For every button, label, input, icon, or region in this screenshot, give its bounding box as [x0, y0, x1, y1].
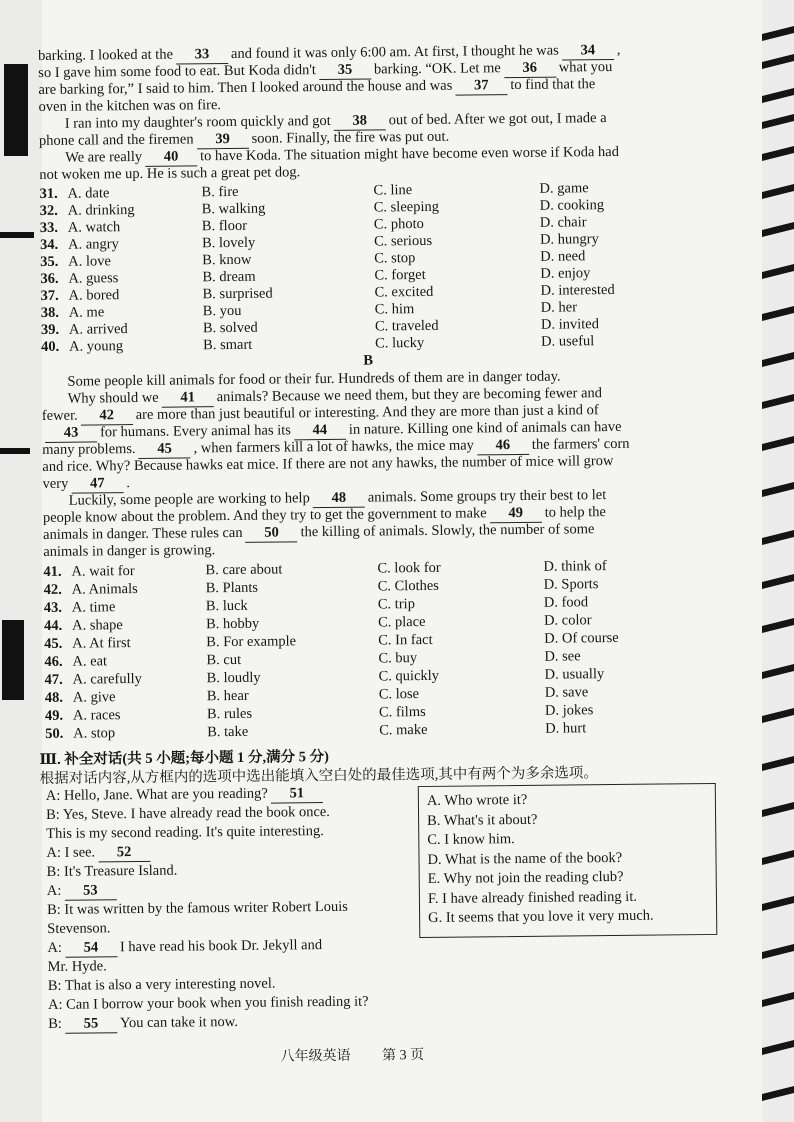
answer-option: B. hear — [206, 687, 249, 705]
answer-option: B. you — [202, 302, 242, 320]
line-text: for humans. Every animal has its — [99, 422, 291, 441]
line-text: and rice. Why? Because hawks eat mice. If there are not any hawks, the number of mice will grow — [42, 452, 614, 475]
line-text: fewer. — [41, 407, 78, 424]
box-option: A. Who wrote it? — [426, 791, 528, 809]
answer-option: B. rules — [206, 705, 253, 723]
passage-a — [38, 40, 764, 183]
answer-option: B. surprised — [202, 285, 273, 303]
answer-option: B. care about — [205, 561, 283, 579]
footer-grade: 八年级英语 — [280, 1048, 351, 1065]
dialogue-line — [46, 823, 324, 843]
answer-option: C. lucky — [375, 334, 425, 352]
line-text: so I gave him some food to eat. But Koda didn't — [38, 62, 317, 81]
answer-option: A. arrived — [68, 321, 128, 338]
line-text: very — [42, 475, 69, 492]
line-text: B: — [48, 1015, 63, 1032]
line-text: oven in the kitchen was on fire. — [38, 97, 222, 115]
question-number: 32. — [39, 202, 58, 219]
box-option: D. What is the name of the book? — [427, 849, 623, 868]
line-text: and found it was only 6:00 am. At first, I thought he was — [230, 42, 559, 62]
answer-option: D. invited — [540, 316, 600, 333]
answer-blank: 34 — [562, 42, 614, 61]
question-number: 46. — [44, 653, 63, 670]
passage-line — [39, 97, 222, 116]
answer-option: B. take — [207, 723, 249, 741]
options-box — [418, 783, 718, 938]
answer-option: D. interested — [540, 281, 615, 299]
dialogue-line — [47, 863, 178, 881]
box-option: F. I have already finished reading it. — [427, 888, 638, 907]
answer-option: C. forget — [374, 266, 426, 284]
section-b-label: B — [363, 352, 374, 369]
line-text: animals in danger is growing. — [43, 542, 216, 560]
question-number: 42. — [43, 581, 62, 598]
line-text: barking. I looked at the — [38, 46, 174, 64]
dialogue-line — [48, 976, 276, 995]
answer-option: A. date — [67, 185, 110, 202]
line-text: B: It was written by the famous writer Robert Louis — [46, 898, 348, 918]
answer-blank: 50 — [245, 524, 297, 543]
answer-option: C. films — [378, 703, 426, 721]
question-number: 47. — [44, 671, 63, 688]
line-text: B: That is also a very interesting novel. — [47, 975, 276, 994]
question-number: 48. — [44, 689, 64, 706]
question-number: 40. — [41, 338, 60, 355]
answer-blank: 46 — [477, 437, 529, 456]
dialogue-line — [47, 937, 322, 958]
question-number: 49. — [44, 707, 64, 724]
line-text: Mr. Hyde. — [47, 958, 107, 975]
answer-option: B. solved — [202, 319, 258, 337]
question-number: 50. — [45, 725, 64, 742]
answer-option: C. excited — [374, 283, 434, 301]
dialogue-line — [46, 804, 330, 824]
answer-option: A. guess — [68, 270, 119, 287]
answer-option: D. Sports — [543, 576, 599, 593]
dialogue-line — [47, 920, 110, 938]
answer-option: C. traveled — [374, 317, 439, 335]
answer-blank: 51 — [271, 785, 323, 804]
line-text: many problems. — [42, 440, 136, 458]
answer-option: C. photo — [373, 215, 424, 233]
line-text: B: It's Treasure Island. — [46, 862, 178, 880]
line-text: Luckily, some people are working to help — [68, 490, 310, 509]
line-text: , — [616, 41, 621, 58]
answer-option: A. Animals — [71, 580, 138, 598]
answer-option: B. Plants — [205, 579, 259, 597]
answer-option: B. cut — [206, 651, 242, 669]
answer-option: C. trip — [377, 596, 415, 613]
answer-option: B. lovely — [201, 234, 256, 252]
line-text: This is my second reading. It's quite interesting. — [46, 823, 324, 842]
answer-option: A. carefully — [72, 670, 142, 688]
line-text: A: I see. — [46, 844, 96, 861]
footer-page: 第 3 页 — [381, 1048, 425, 1064]
answer-option: A. stop — [73, 725, 116, 742]
answer-option: A. angry — [67, 236, 119, 253]
answer-option: A. At first — [72, 635, 131, 652]
answer-option: C. look for — [377, 559, 441, 577]
passage-line — [42, 475, 130, 494]
dialogue-line — [46, 844, 153, 863]
line-text: the farmers' corn — [531, 435, 630, 453]
edge-mark — [4, 64, 28, 156]
line-text: what you — [558, 58, 613, 76]
answer-blank: 45 — [139, 440, 191, 459]
question-number: 41. — [43, 563, 62, 580]
section-3-heading: Ⅲ. 补全对话(共 5 小题;每小题 1 分,满分 5 分) — [39, 748, 330, 769]
answer-option: C. Clothes — [377, 577, 439, 595]
answer-option: A. young — [69, 338, 124, 355]
line-text: . — [126, 475, 131, 492]
line-text: soon. Finally, the fire was put out. — [251, 128, 450, 147]
question-number: 43. — [43, 599, 63, 616]
box-option: E. Why not join the reading club? — [427, 868, 624, 887]
question-number: 35. — [40, 253, 59, 270]
passage-line — [39, 164, 300, 184]
answer-option: C. line — [373, 182, 413, 199]
answer-option: A. wait for — [71, 563, 135, 580]
answer-option: C. stop — [374, 250, 416, 267]
answer-option: D. hungry — [539, 231, 599, 248]
answer-blank: 42 — [81, 407, 133, 426]
answer-option: C. him — [374, 301, 415, 318]
answer-option: A. bored — [68, 287, 120, 304]
dialogue-line — [47, 899, 348, 919]
line-text: B: Yes, Steve. I have already read the book once. — [45, 803, 330, 823]
answer-option: B. walking — [201, 200, 266, 218]
page-footer — [280, 1044, 452, 1066]
answer-option: A. watch — [67, 219, 121, 236]
dialogue-line — [46, 785, 326, 806]
answer-blank: 37 — [455, 77, 507, 96]
line-text: are more than just beautiful or interesting. And they are more than just a kind of — [135, 402, 599, 423]
line-text: animals in danger. These rules can — [43, 524, 243, 543]
answer-blank: 53 — [64, 882, 116, 901]
answer-option: C. serious — [373, 232, 433, 250]
answer-option: D. cooking — [539, 197, 605, 214]
answer-option: B. know — [202, 251, 252, 269]
line-text: Stevenson. — [47, 920, 111, 937]
line-text: out of bed. After we got out, I made a — [388, 110, 607, 129]
passage-line — [43, 542, 215, 561]
answer-option: D. usually — [544, 666, 605, 683]
line-text: are barking for,” I said to him. Then I looked around the house and was — [38, 77, 453, 98]
left-page-edge — [0, 0, 42, 1122]
answer-option: A. eat — [72, 653, 108, 670]
box-option: B. What's it about? — [427, 811, 538, 829]
answer-option: D. her — [540, 299, 578, 316]
line-text: , when farmers kill a lot of hawks, the mice may — [193, 437, 474, 457]
answer-blank: 38 — [334, 112, 386, 131]
answer-option: A. drinking — [67, 201, 135, 219]
line-text: to find that the — [510, 76, 596, 94]
answer-option: D. hurt — [545, 720, 587, 737]
line-text: animals? Because we need them, but they are becoming fewer and — [216, 385, 603, 406]
answer-blank: 49 — [490, 505, 542, 524]
answer-option: D. Of course — [544, 629, 619, 647]
line-text: A: — [46, 882, 62, 899]
answer-blank: 35 — [319, 62, 371, 81]
box-option: G. It seems that you love it very much. — [428, 907, 654, 926]
section-3-instruction: 根据对话内容,从方框内的选项中选出能填入空白处的最佳选项,其中有两个为多余选项。 — [39, 765, 598, 788]
line-text: phone call and the firemen — [38, 131, 194, 149]
answer-option: D. save — [544, 684, 589, 701]
edge-mark — [0, 232, 34, 238]
dialogue-line — [48, 958, 107, 976]
dialogue-line — [47, 882, 120, 901]
answer-option: A. shape — [71, 617, 123, 634]
line-text: You can take it now. — [119, 1013, 239, 1032]
question-number: 33. — [39, 219, 59, 236]
question-number: 39. — [40, 321, 60, 338]
answer-option: D. need — [540, 248, 586, 265]
answer-blank: 36 — [504, 60, 556, 79]
line-text: the killing of animals. Slowly, the number of some — [300, 521, 595, 541]
answer-blank: 43 — [45, 424, 97, 443]
line-text: to have Koda. The situation might have become even worse if Koda had — [199, 143, 620, 165]
line-text: not woken me up. He is such a great pet dog. — [39, 164, 301, 183]
answer-option: A. races — [72, 707, 121, 724]
dialogue-line — [48, 1014, 238, 1034]
line-text: I have read his book Dr. Jekyll and — [119, 937, 323, 956]
answer-blank: 48 — [313, 490, 365, 509]
answer-option: A. give — [72, 689, 116, 706]
answer-option: B. loudly — [206, 669, 261, 687]
answer-option: C. buy — [378, 650, 418, 667]
answer-option: C. sleeping — [373, 198, 440, 216]
answer-blank: 40 — [145, 148, 197, 167]
answer-option: D. game — [539, 180, 589, 197]
answer-option: D. useful — [541, 333, 595, 350]
answer-option: C. place — [377, 613, 426, 631]
line-text: Why should we — [67, 389, 159, 407]
line-text: A: Hello, Jane. What are you reading? — [45, 785, 268, 804]
answer-option: B. luck — [205, 597, 248, 615]
answer-option: D. chair — [539, 214, 587, 231]
question-number: 36. — [40, 270, 59, 287]
line-text: I ran into my daughter's room quickly and got — [64, 112, 331, 132]
question-number: 31. — [39, 185, 58, 202]
answer-option: D. food — [543, 594, 589, 611]
line-text: A: Can I borrow your book when you finish reading it? — [47, 993, 369, 1013]
answer-option: C. make — [379, 721, 428, 739]
answer-option: C. lose — [378, 686, 420, 703]
answer-blank: 54 — [65, 939, 117, 958]
line-text: Some people kill animals for food or their fur. Hundreds of them are in danger today. — [67, 368, 561, 390]
answer-option: D. see — [544, 648, 581, 665]
question-number: 34. — [39, 236, 59, 253]
dialogue-line — [48, 994, 369, 1014]
answer-option: B. hobby — [205, 615, 260, 633]
answer-blank: 39 — [196, 131, 248, 150]
answer-option: B. smart — [203, 336, 253, 354]
line-text: A: — [47, 939, 63, 956]
question-number: 45. — [44, 635, 63, 652]
answer-blank: 33 — [176, 46, 228, 65]
answer-blank: 55 — [65, 1015, 117, 1034]
question-number: 44. — [43, 617, 63, 634]
line-text: barking. “OK. Let me — [373, 60, 501, 78]
edge-mark — [0, 448, 30, 454]
line-text: in nature. Killing one kind of animals can have — [348, 418, 622, 438]
answer-option: D. jokes — [544, 702, 594, 719]
question-number: 37. — [40, 287, 59, 304]
answer-option: D. think of — [543, 558, 607, 575]
line-text: to help the — [544, 504, 606, 521]
answer-option: A. time — [71, 599, 116, 616]
answer-blank: 44 — [294, 422, 346, 441]
answer-option: B. dream — [202, 268, 256, 286]
answer-option: A. me — [68, 304, 105, 321]
answer-blank: 52 — [98, 844, 150, 863]
answer-option: B. floor — [201, 217, 248, 235]
answer-option: D. enjoy — [540, 265, 591, 282]
question-number: 38. — [40, 304, 59, 321]
answer-option: D. color — [543, 612, 592, 629]
line-text: animals. Some groups try their best to let — [367, 487, 607, 506]
exam-page — [38, 40, 775, 1122]
box-option: C. I know him. — [427, 831, 515, 848]
answer-option: B. fire — [201, 183, 239, 201]
answer-blank: 47 — [71, 475, 123, 494]
line-text: We are really — [65, 148, 143, 166]
answer-blank: 41 — [162, 389, 214, 408]
answer-option: A. love — [68, 253, 112, 270]
answer-option: B. For example — [206, 633, 297, 651]
answer-option: C. quickly — [378, 667, 440, 685]
answer-option: C. In fact — [378, 631, 433, 649]
line-text: people know about the problem. And they try to get the government to make — [42, 505, 487, 526]
edge-mark — [2, 620, 24, 700]
